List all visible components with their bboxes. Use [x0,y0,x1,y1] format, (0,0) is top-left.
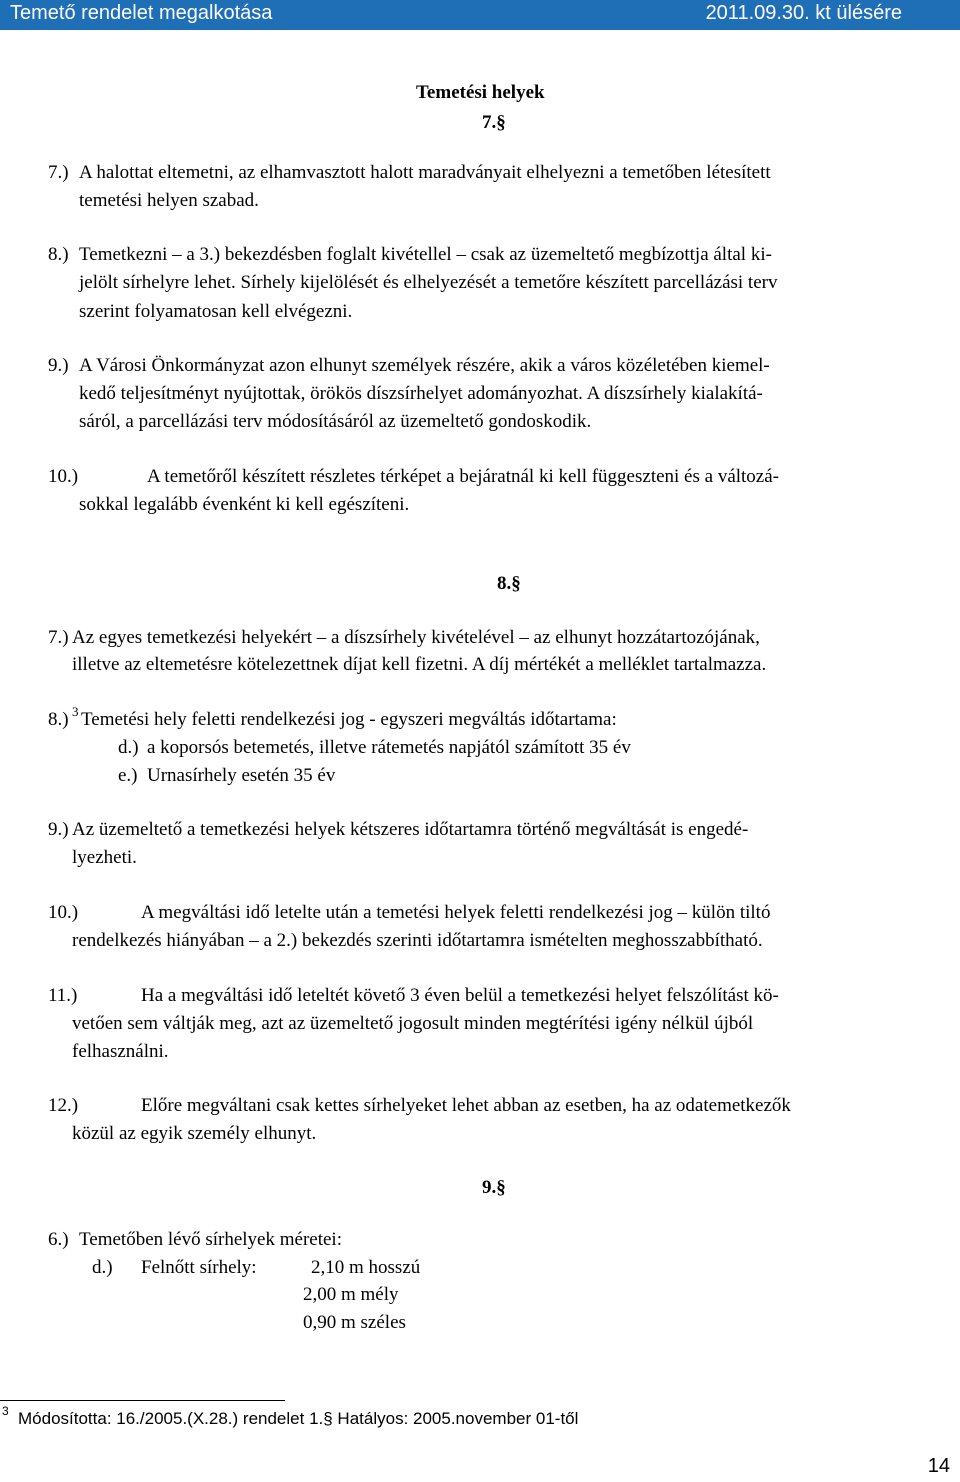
dimension-width: 0,90 m széles [303,1312,406,1333]
paragraph-line: Ha a megváltási idő leteltét követő 3 éven belül a temetkezési helyet felszólítást kö- [141,985,779,1006]
paragraph-line: jelölt sírhelyre lehet. Sírhely kijelölését és elhelyezését a temetőre készített parcellázási terv [79,272,778,293]
section-heading-8: 8.§ [497,573,521,594]
list-item-text: Urnasírhely esetén 35 év [147,765,336,786]
paragraph-line: A Városi Önkormányzat azon elhunyt személyek részére, akik a város közéletében kiemel- [79,355,770,376]
dimension-depth: 2,00 m mély [303,1284,399,1305]
paragraph-line: szerint folyamatosan kell elvégezni. [79,301,353,322]
paragraph-line: rendelkezés hiányában – a 2.) bekezdés szerinti időtartamra ismételten meghosszabbítható. [72,930,763,951]
paragraph-number: 10.) [48,902,79,923]
footnote-text: Módosította: 16./2005.(X.28.) rendelet 1.§ Hatályos: 2005.november 01-től [18,1409,579,1428]
footnote-number: 3 [2,1404,9,1418]
section-heading-title: Temetési helyek [416,82,545,103]
paragraph-number: 6.) [48,1229,69,1250]
list-item-label: Felnőtt sírhely: [141,1257,257,1278]
footnote-reference: 3 [72,704,79,719]
paragraph-line: Temetkezni – a 3.) bekezdésben foglalt kivétellel – csak az üzemeltető megbízottja által ki- [79,244,772,265]
list-item-marker: d.) [118,737,139,758]
paragraph-number: 7.) [48,627,69,648]
list-item-text: a koporsós betemetés, illetve rátemetés napjától számított 35 év [147,737,631,758]
section-heading-9: 9.§ [482,1177,506,1198]
paragraph-line: közül az egyik személy elhunyt. [72,1123,317,1144]
paragraph-line: Előre megváltani csak kettes sírhelyeket lehet abban az esetben, ha az odatemetkezők [141,1095,791,1116]
dimension-length: 2,10 m hosszú [311,1257,421,1278]
paragraph-line: kedő teljesítményt nyújtottak, örökös díszsírhelyet adományozhat. A díszsírhely kialakítá- [79,383,763,404]
paragraph-line: A temetőről készített részletes térképet a bejáratnál ki kell függeszteni és a változá- [147,466,780,487]
paragraph-number: 9.) [48,819,69,840]
paragraph-line: temetési helyen szabad. [79,190,259,211]
paragraph-line: Temetési hely feletti rendelkezési jog - egyszeri megváltás időtartama: [81,709,617,730]
paragraph-line: sáról, a parcellázási terv módosításáról az üzemeltető gondoskodik. [79,411,592,432]
paragraph-number: 8.) [48,244,69,265]
paragraph-line: sokkal legalább évenként ki kell egészíteni. [79,494,410,515]
section-heading-7: 7.§ [482,112,506,133]
paragraph-number: 10.) [48,466,79,487]
footnote-separator [0,1400,285,1401]
paragraph-line: lyezheti. [72,847,137,868]
paragraph-line: Az üzemeltető a temetkezési helyek kétszeres időtartamra történő megváltását is engedé- [72,819,749,840]
list-item-marker: e.) [118,765,138,786]
paragraph-line: felhasználni. [72,1041,169,1062]
header-title: Temető rendelet megalkotása [10,2,273,24]
page-number: 14 [927,1455,950,1477]
paragraph-number: 7.) [48,162,69,183]
paragraph-number: 8.) [48,709,69,730]
paragraph-number: 9.) [48,355,69,376]
paragraph-number: 12.) [48,1095,79,1116]
list-item-marker: d.) [92,1257,113,1278]
paragraph-line: Az egyes temetkezési helyekért – a díszsírhely kivételével – az elhunyt hozzátartozójának, [72,627,760,648]
paragraph-line: vetően sem váltják meg, azt az üzemeltető jogosult minden megtérítési igény nélkül újból [72,1013,754,1034]
document-header [0,0,960,30]
paragraph-line: A halottat eltemetni, az elhamvasztott halott maradványait elhelyezni a temetőben létesített [79,162,771,183]
paragraph-number: 11.) [48,985,78,1006]
paragraph-line: illetve az eltemetésre kötelezettnek díjat kell fizetni. A díj mértékét a melléklet tartalmazza. [72,654,767,675]
paragraph-line: Temetőben lévő sírhelyek méretei: [79,1229,342,1250]
paragraph-line: A megváltási idő letelte után a temetési helyek feletti rendelkezési jog – külön tiltó [141,902,771,923]
header-date: 2011.09.30. kt ülésére [705,2,902,24]
